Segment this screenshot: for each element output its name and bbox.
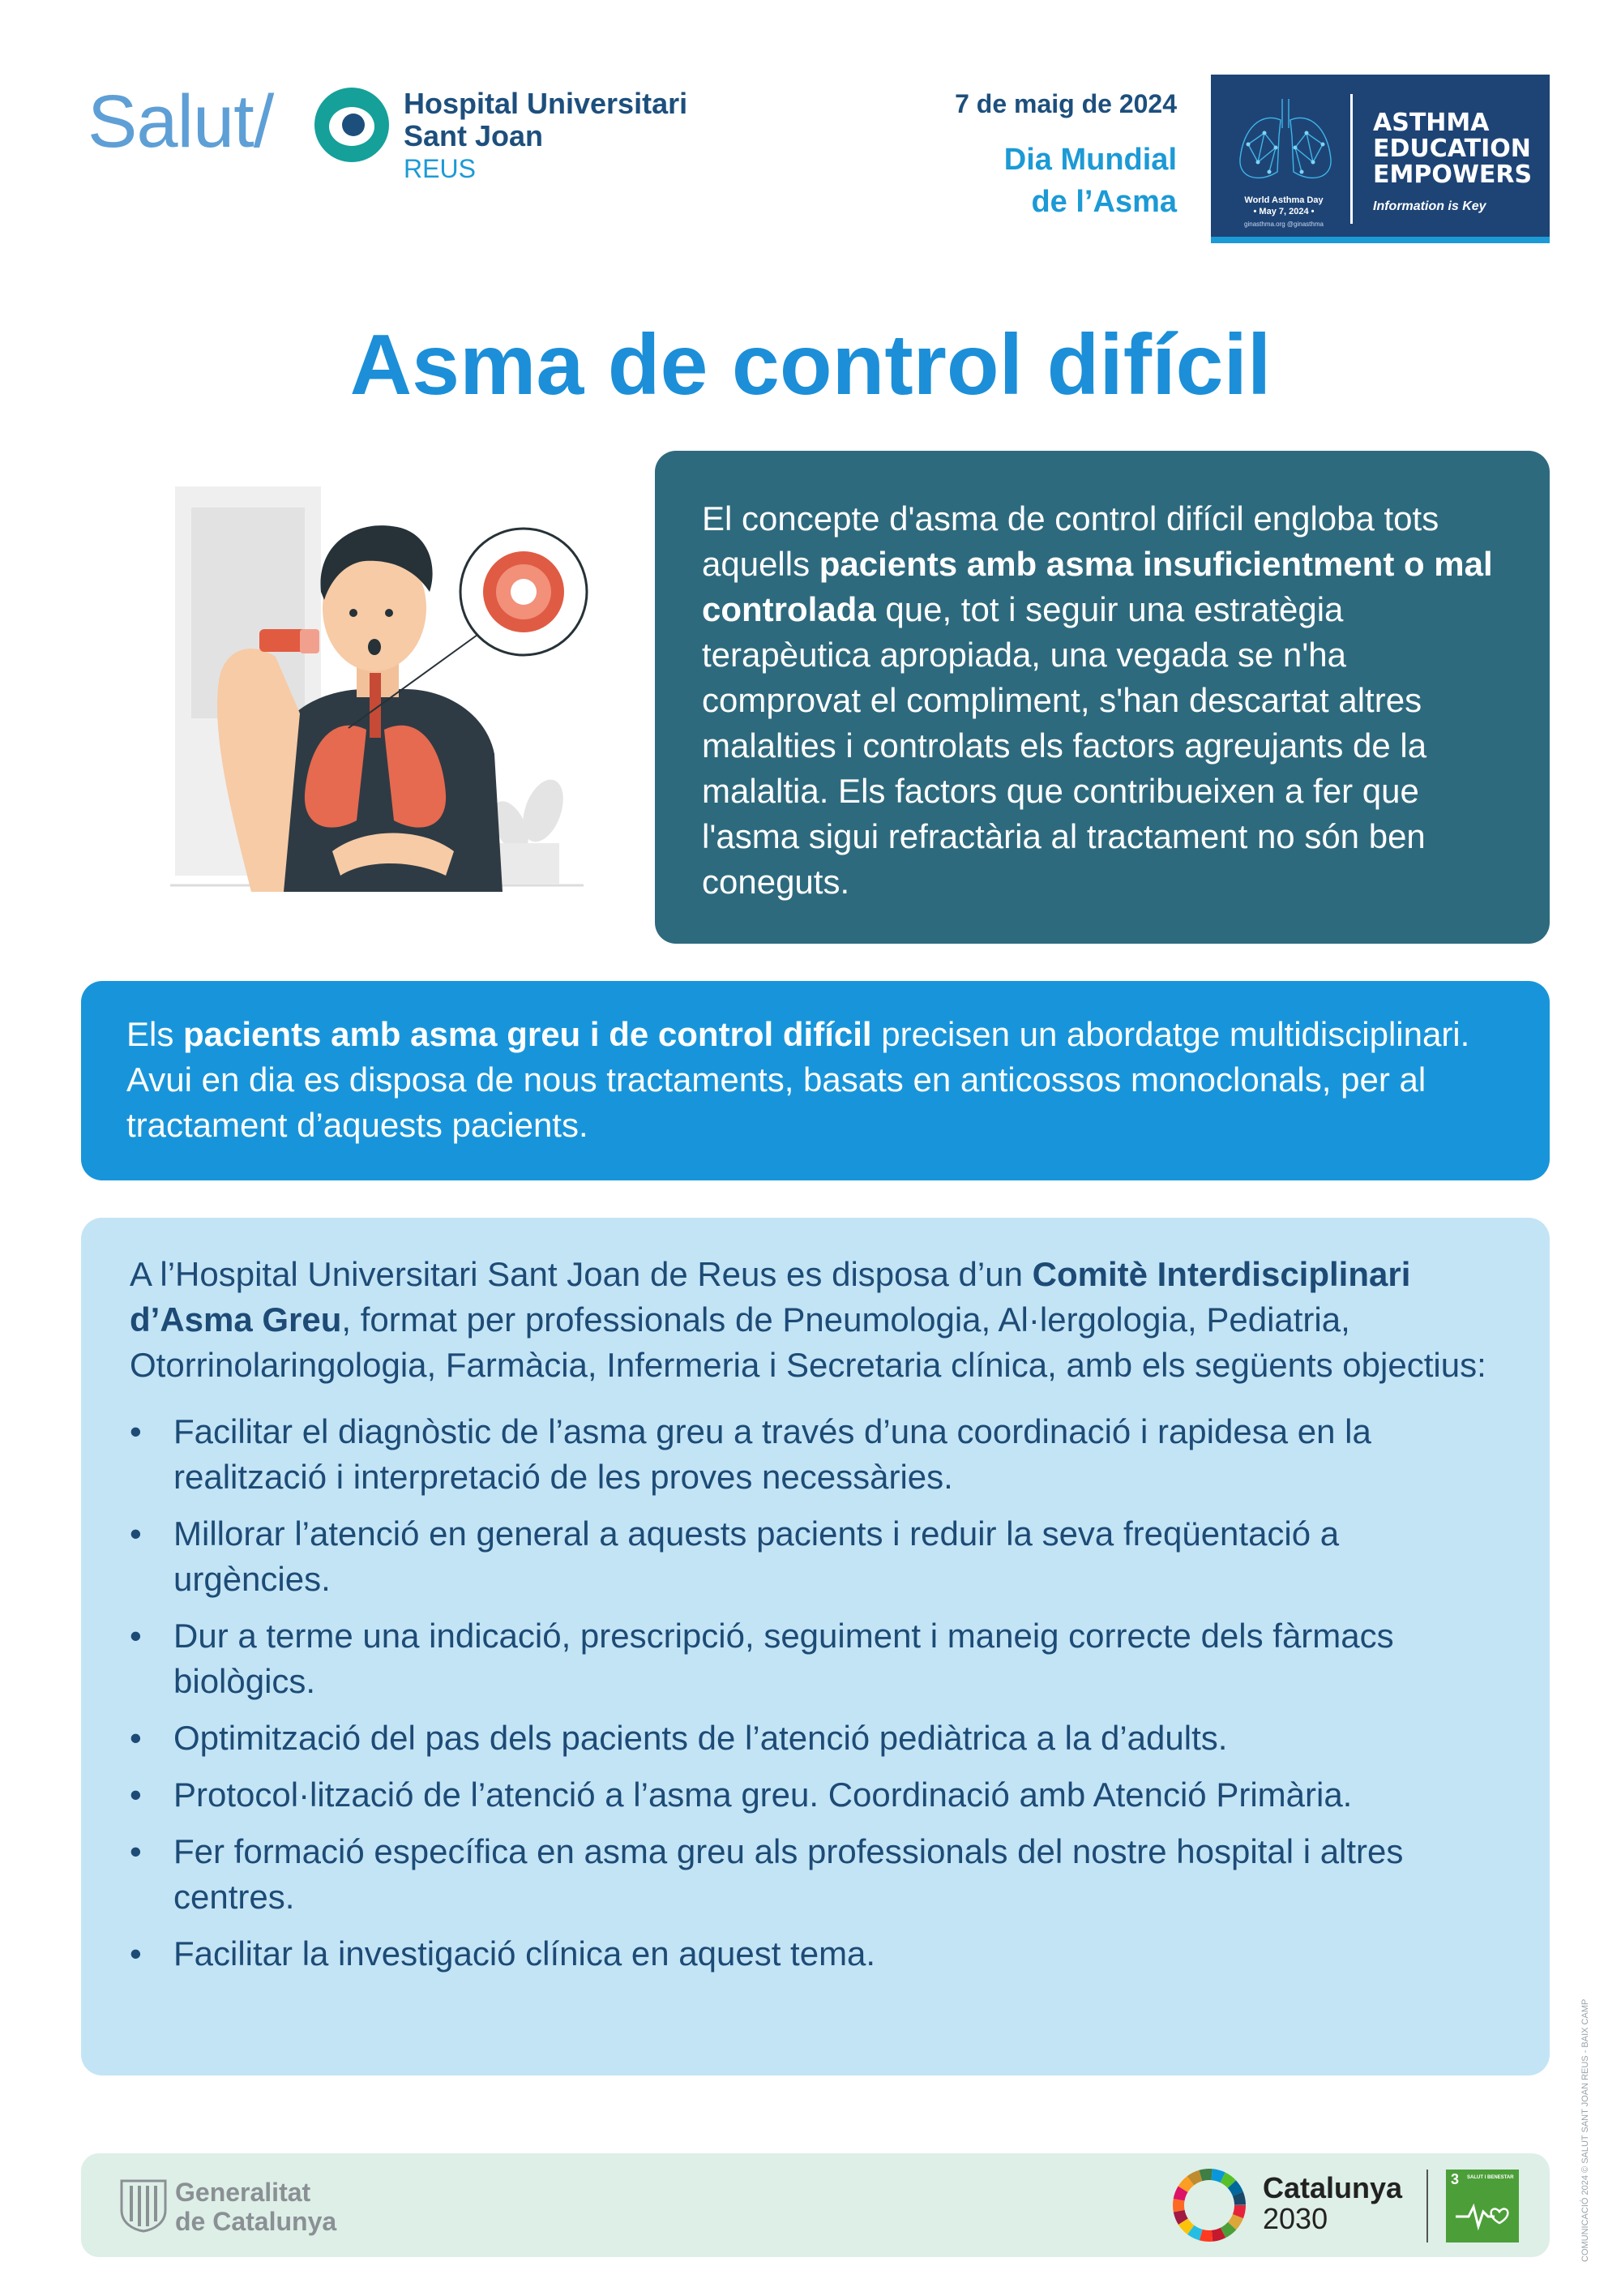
committee-text-2: , format per professionals de Pneumologia, Al·lergologia, Pediatria, Otorrinolaringologia, Farmàcia, Infermeria i Secretaria clínica, amb els següents objectius: (130, 1300, 1486, 1384)
treatment-text-1: Els (126, 1015, 184, 1053)
list-item: • Facilitar el diagnòstic de l’asma greu a través d’una coordinació i rapidesa en la realització i interpretació de les proves necessàries. (130, 1409, 1504, 1500)
hospital-name-line1: Hospital Universitari (404, 87, 688, 120)
side-credit-text: COMUNICACIÓ 2024 © SALUT SANT JOAN REUS - BAIX CAMP (1580, 1998, 1590, 2262)
committee-intro (130, 1252, 1504, 1388)
catalunya-text: Catalunya (1263, 2171, 1403, 2204)
treatment-box (81, 981, 1550, 1180)
generalitat-line1: Generalitat (175, 2178, 311, 2207)
sdg3-number: 3 (1451, 2171, 1460, 2187)
badge-small-line3: ginasthma.org @ginasthma (1244, 221, 1324, 228)
badge-small-line2: • May 7, 2024 • (1253, 207, 1315, 216)
definition-bold: pacients amb asma insuficientment o mal controlada (702, 545, 1493, 628)
committee-box (81, 1218, 1550, 2075)
badge-title (1373, 110, 1532, 188)
salut-logo: Salut/ (88, 80, 274, 163)
catalunya-2030-wordmark (1263, 2173, 1402, 2234)
objectives-list (130, 1409, 1504, 1977)
badge-small-text (1219, 195, 1349, 217)
hospital-name-line2: Sant Joan (404, 119, 544, 152)
definition-box (655, 451, 1550, 944)
page-title: Asma de control difícil (349, 317, 1272, 413)
list-item: • Fer formació específica en asma greu als professionals del nostre hospital i altres centres. (130, 1829, 1504, 1920)
definition-text-2: que, tot i seguir una estratègia terapèutica apropiada, una vegada se n'ha comprovat el compliment, s'han descartat altres malalties i controlats els factors agreujants de la malaltia. Els factors que contribueixen a fer que l'asma sigui refractària al tractament no són ben coneguts. (702, 590, 1427, 901)
event-name-line1: Dia Mundial (1003, 143, 1177, 177)
year-text: 2030 (1263, 2202, 1328, 2235)
list-item: • Optimització del pas dels pacients de l’atenció pediàtrica a la d’adults. (130, 1716, 1504, 1761)
committee-bold: Comitè Interdisciplinari d’Asma Greu (130, 1255, 1411, 1339)
list-item: • Dur a terme una indicació, prescripció, seguiment i maneig correcte dels fàrmacs biològics. (130, 1613, 1504, 1704)
world-asthma-day-badge (1211, 75, 1550, 243)
generalitat-emblem-icon (117, 2174, 170, 2233)
event-date: 7 de maig de 2024 (955, 89, 1177, 118)
footer-divider (1426, 2170, 1428, 2242)
badge-title-line3: EMPOWERS (1373, 161, 1533, 189)
side-credit (1576, 1889, 1592, 2262)
badge-divider (1350, 94, 1353, 224)
badge-title-line2: EDUCATION (1373, 135, 1531, 163)
badge-title-line1: ASTHMA (1373, 109, 1490, 137)
hospital-logo-icon (311, 84, 392, 165)
footer (81, 2153, 1550, 2257)
treatment-bold: pacients amb asma greu i de control difícil (183, 1015, 872, 1053)
hospital-name (404, 88, 687, 185)
list-item: • Protocol·lització de l’atenció a l’asma greu. Coordinació amb Atenció Primària. (130, 1772, 1504, 1818)
hospital-city: REUS (404, 154, 476, 183)
treatment-text-2: precisen un abordatge multidisciplinari. Avui en dia es disposa de nous tractaments, basats en anticossos monoclonals, per al tractament d’aquests pacients. (126, 1015, 1470, 1144)
sdg-wheel-icon (1170, 2166, 1248, 2244)
sdg3-badge (1446, 2170, 1519, 2242)
badge-small-line1: World Asthma Day (1244, 195, 1324, 205)
badge-tagline: Information is Key (1373, 199, 1486, 213)
generalitat-wordmark (175, 2178, 336, 2236)
definition-text-1: El concepte d'asma de control difícil engloba tots aquells (702, 499, 1439, 583)
event-info (955, 89, 1177, 223)
network-lungs-icon (1229, 88, 1342, 191)
sdg3-label: SALUT I BENESTAR (1467, 2175, 1514, 2180)
heartbeat-icon (1446, 2170, 1519, 2242)
committee-text-1: A l’Hospital Universitari Sant Joan de Reus es disposa d’un (130, 1255, 1033, 1293)
generalitat-line2: de Catalunya (175, 2207, 337, 2236)
event-name-line2: de l’Asma (1031, 185, 1177, 219)
list-item: • Facilitar la investigació clínica en aquest tema. (130, 1931, 1504, 1977)
list-item: • Millorar l’atenció en general a aquests pacients i reduir la seva freqüentació a urgències. (130, 1511, 1504, 1602)
asthma-patient-illustration (162, 470, 600, 908)
